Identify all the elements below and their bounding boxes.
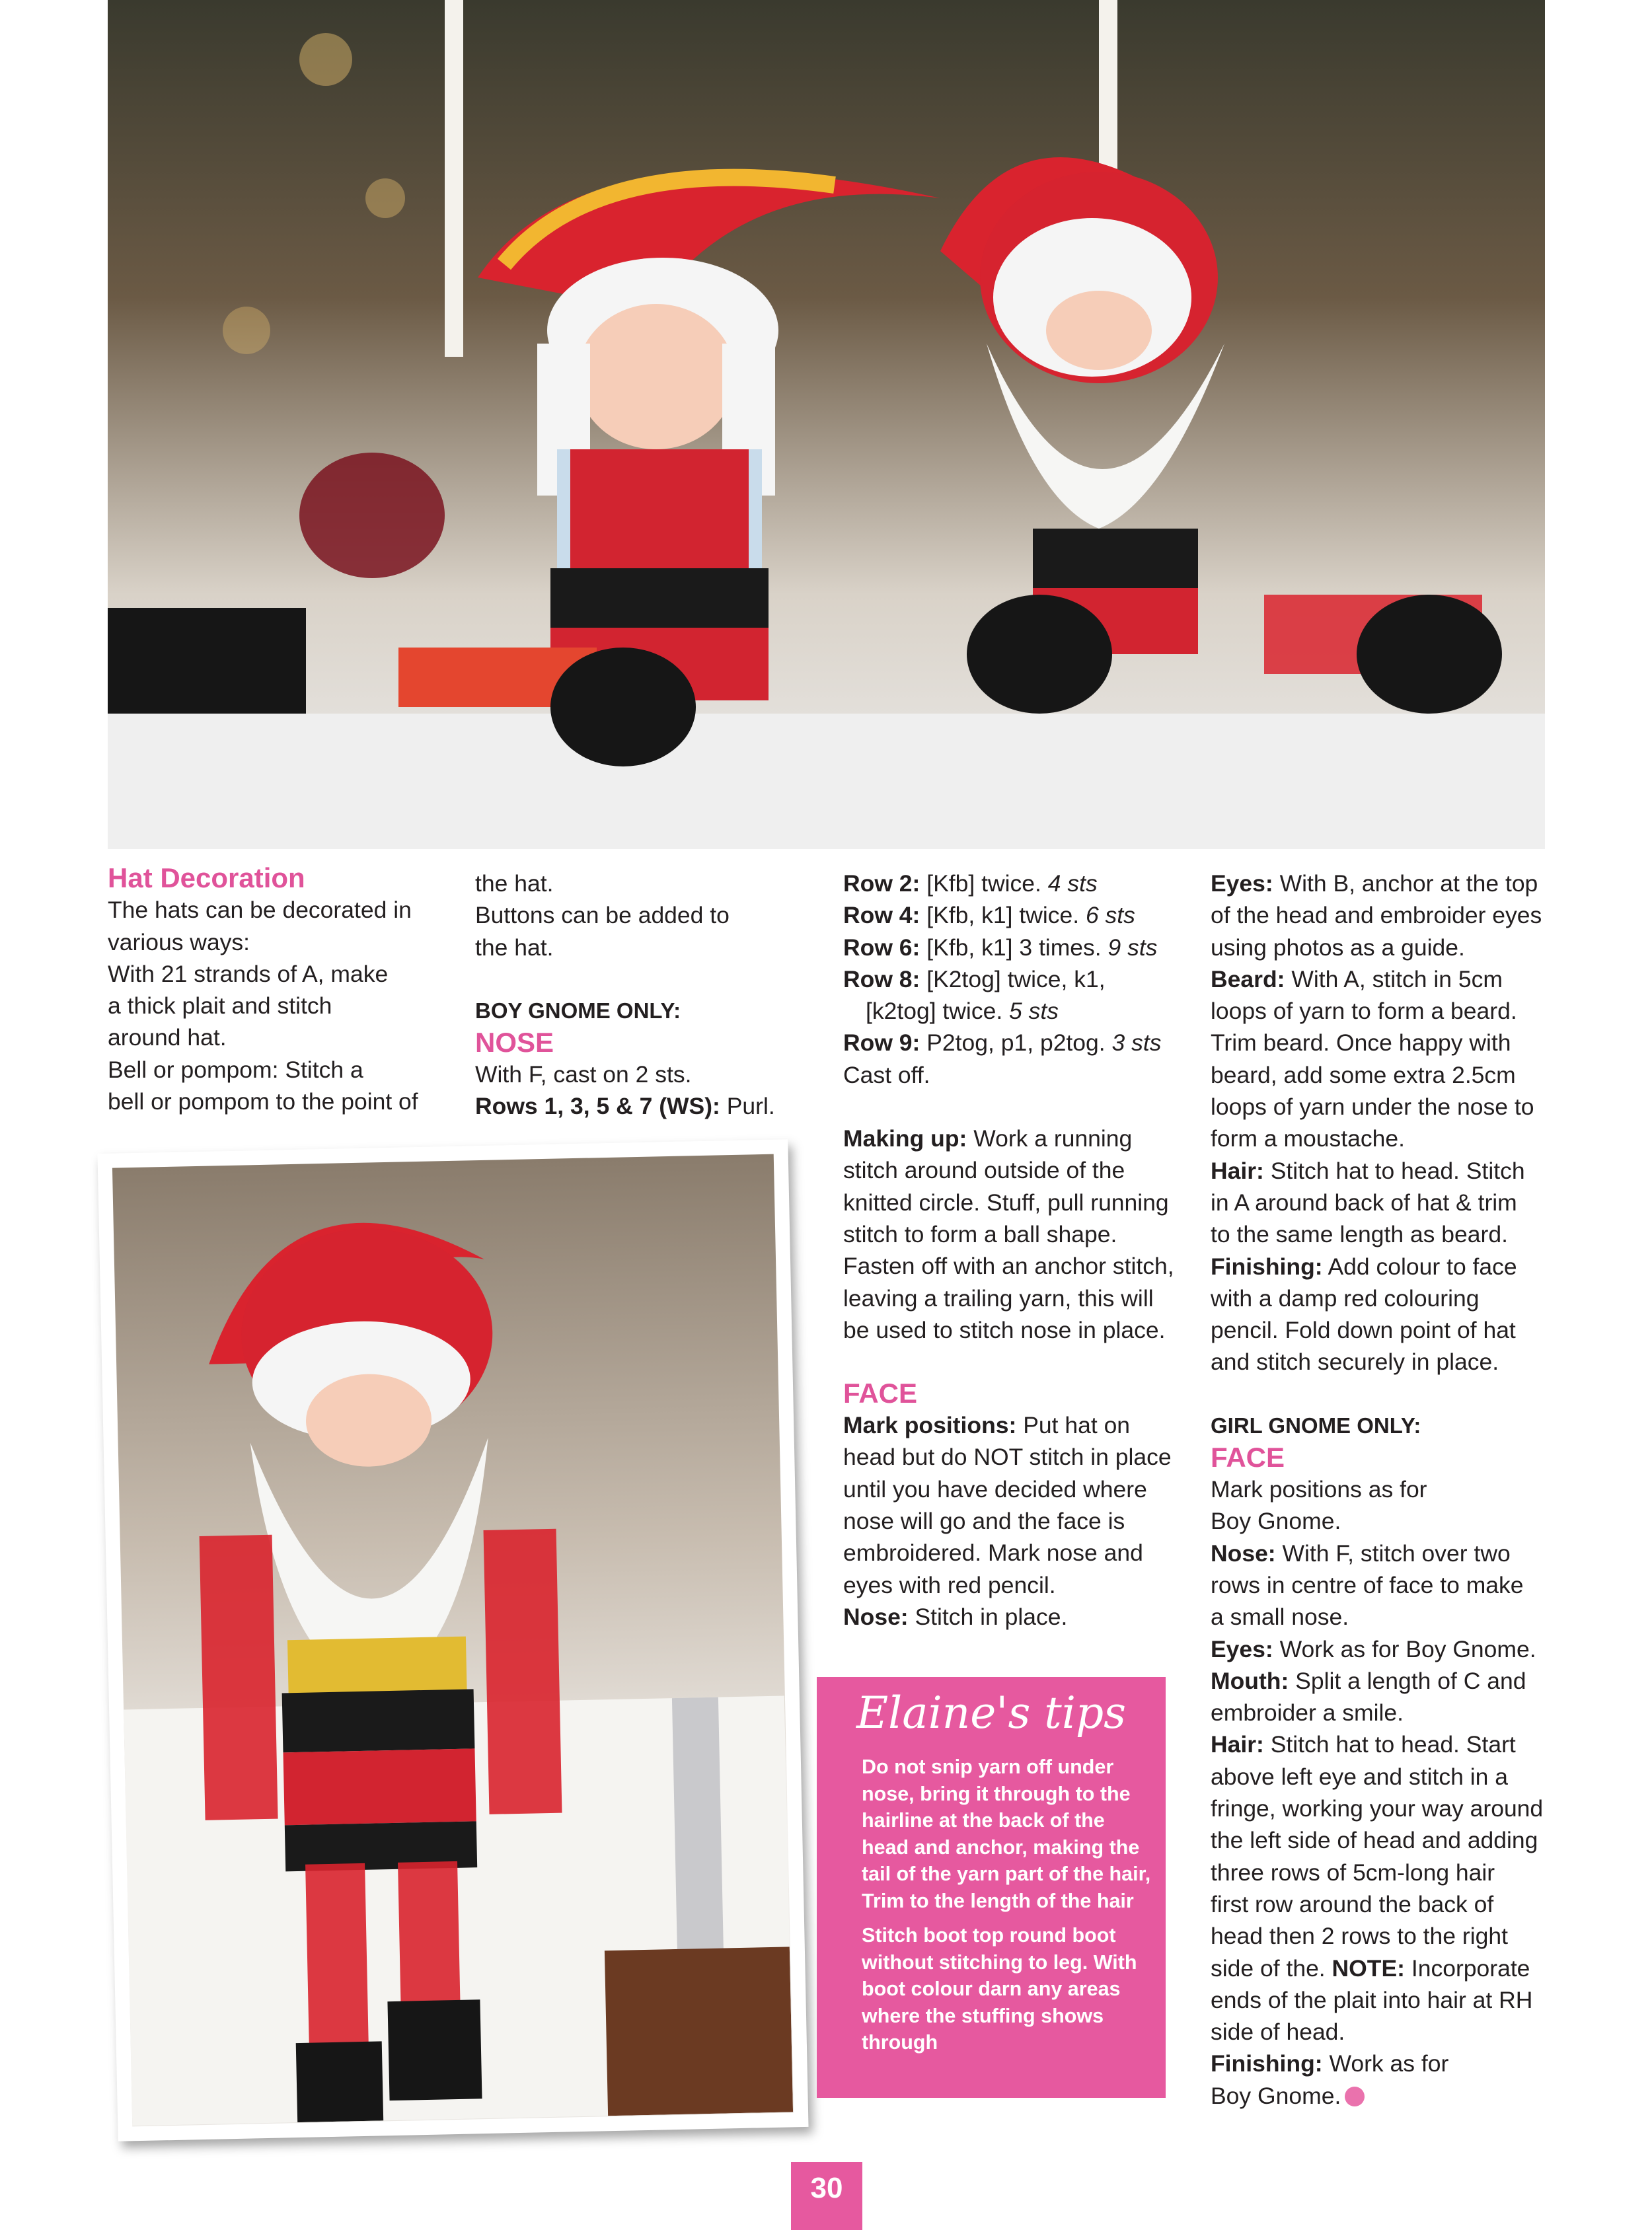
text-line: to the same length as beard. [1211, 1221, 1508, 1248]
text-line: stitch around outside of the [843, 1157, 1125, 1184]
text-line: Buttons can be added to [475, 902, 730, 929]
instruction-rows-1-3-5-7: Rows 1, 3, 5 & 7 (WS): Purl. [475, 1093, 775, 1120]
text-line: embroidered. Mark nose and [843, 1540, 1143, 1567]
text-line: a thick plait and stitch [108, 992, 332, 1020]
text-line: the hat. [475, 934, 554, 961]
girl-eyes-instruction: Eyes: Work as for Boy Gnome. [1211, 1635, 1536, 1662]
girl-finishing-instruction: Finishing: Work as for [1211, 2050, 1449, 2077]
mouth-instruction: Mouth: Split a length of C and [1211, 1667, 1526, 1694]
mark-positions: Mark positions: Put hat on [843, 1412, 1131, 1439]
text-line: Boy Gnome. [1211, 1508, 1341, 1535]
tips-title: Elaine's tips [856, 1688, 1127, 1738]
note-line: side of the. NOTE: Incorporate [1211, 1954, 1530, 1982]
making-up: Making up: Work a running [843, 1125, 1133, 1152]
text-line: the hat. [475, 870, 554, 897]
text-line: three rows of 5cm-long hair [1211, 1859, 1495, 1886]
text-line: knitted circle. Stuff, pull running [843, 1189, 1169, 1216]
heading-face-girl: FACE [1211, 1442, 1285, 1473]
text-line: around hat. [108, 1024, 227, 1051]
instruction-row-8: Row 8: [K2tog] twice, k1, [843, 965, 1106, 992]
subheading-girl-gnome: GIRL GNOME ONLY: [1211, 1413, 1421, 1438]
text-line: head then 2 rows to the right [1211, 1923, 1508, 1950]
text-line: be used to stitch nose in place. [843, 1316, 1166, 1343]
text-line: Fasten off with an anchor stitch, [843, 1253, 1174, 1280]
instruction-row-4: Row 4: [Kfb, k1] twice. 6 sts [843, 902, 1135, 929]
text-line: above left eye and stitch in a [1211, 1763, 1508, 1790]
hero-photo-gnomes [108, 0, 1545, 849]
column-2 [475, 868, 819, 1123]
text-line: fringe, working your way around [1211, 1795, 1544, 1822]
text-line: head but do NOT stitch in place [843, 1444, 1172, 1471]
instruction-row-6: Row 6: [Kfb, k1] 3 times. 9 sts [843, 934, 1158, 961]
tips-body [862, 1754, 1152, 2064]
text-line: loops of yarn to form a beard. [1211, 998, 1517, 1025]
text-line: the left side of head and adding [1211, 1827, 1538, 1854]
photo-boy-gnome [97, 1139, 808, 2141]
text-line: With 21 strands of A, make [108, 960, 389, 987]
girl-nose-instruction: Nose: With F, stitch over two [1211, 1540, 1511, 1567]
eyes-instruction: Eyes: With B, anchor at the top [1211, 870, 1538, 897]
column-1 [108, 862, 451, 1117]
tip-paragraph: Stitch boot top round boot without stitching to leg. With boot colour darn any areas where the stuffing shows through [862, 1924, 1137, 2054]
finishing-instruction: Finishing: Add colour to face [1211, 1253, 1517, 1280]
text-line: eyes with red pencil. [843, 1571, 1056, 1598]
hair-instruction: Hair: Stitch hat to head. Stitch [1211, 1157, 1525, 1184]
boy-gnome-illustration [112, 1154, 793, 2126]
text-line: stitch to form a ball shape. [843, 1220, 1117, 1247]
row-label: Rows 1, 3, 5 & 7 (WS): [475, 1093, 720, 1120]
instruction-row-9: Row 9: P2tog, p1, p2tog. 3 sts [843, 1029, 1162, 1057]
text-line: Mark positions as for [1211, 1476, 1427, 1503]
text-line: pencil. Fold down point of hat [1211, 1317, 1516, 1344]
photo-boy-gnome-image [112, 1154, 794, 2127]
text-line: The hats can be decorated in [108, 897, 412, 924]
heading-face: FACE [843, 1378, 918, 1409]
text-line: side of head. [1211, 2019, 1345, 2046]
instruction-row-8-cont: [k2tog] twice. 5 sts [866, 998, 1059, 1025]
text-line: Boy Gnome. [1211, 2080, 1554, 2112]
gnomes-illustration [108, 0, 1545, 849]
text-line: leaving a trailing yarn, this will [843, 1284, 1154, 1312]
tips-box [817, 1677, 1166, 2098]
heading-hat-decoration: Hat Decoration [108, 862, 305, 893]
beard-instruction: Beard: With A, stitch in 5cm [1211, 965, 1503, 992]
text-line: a small nose. [1211, 1604, 1349, 1631]
text-line: loops of yarn under the nose to [1211, 1094, 1534, 1121]
text-line: form a moustache. [1211, 1125, 1405, 1152]
text-line: With F, cast on 2 sts. [475, 1061, 692, 1088]
text-line: nose will go and the face is [843, 1508, 1125, 1535]
yarn-ball-icon [1345, 2087, 1365, 2106]
instruction-row-2: Row 2: [Kfb] twice. 4 sts [843, 870, 1098, 897]
text-line: ends of the plait into hair at RH [1211, 1986, 1533, 2013]
text-line: with a damp red colouring [1211, 1284, 1480, 1312]
text-line: using photos as a guide. [1211, 934, 1465, 961]
text-line: beard, add some extra 2.5cm [1211, 1061, 1516, 1088]
column-4 [1211, 868, 1554, 2112]
text-line: various ways: [108, 928, 250, 955]
nose-instruction: Nose: Stitch in place. [843, 1603, 1068, 1630]
text-line: Trim beard. Once happy with [1211, 1029, 1511, 1057]
column-3 [843, 868, 1187, 1633]
tip-paragraph: Do not snip yarn off under nose, bring it through to the hairline at the back of the head and anchor, making the tail of the yarn part of the hair, Trim to the length of the hair [862, 1756, 1151, 1912]
text-line: rows in centre of face to make [1211, 1571, 1524, 1598]
page-number: 30 [791, 2162, 862, 2230]
text-line: until you have decided where [843, 1475, 1147, 1503]
text-line: in A around back of hat & trim [1211, 1189, 1517, 1216]
text-line: and stitch securely in place. [1211, 1349, 1499, 1376]
text-line: embroider a smile. [1211, 1699, 1404, 1727]
text-line: bell or pompom to the point of [108, 1088, 418, 1115]
heading-nose: NOSE [475, 1027, 554, 1059]
text-line: Cast off. [843, 1061, 930, 1088]
text-line: first row around the back of [1211, 1890, 1494, 1917]
girl-hair-instruction: Hair: Stitch hat to head. Start [1211, 1731, 1516, 1758]
text-line: of the head and embroider eyes [1211, 902, 1542, 929]
text-line: Bell or pompom: Stitch a [108, 1056, 363, 1083]
subheading-boy-gnome: BOY GNOME ONLY: [475, 998, 681, 1023]
